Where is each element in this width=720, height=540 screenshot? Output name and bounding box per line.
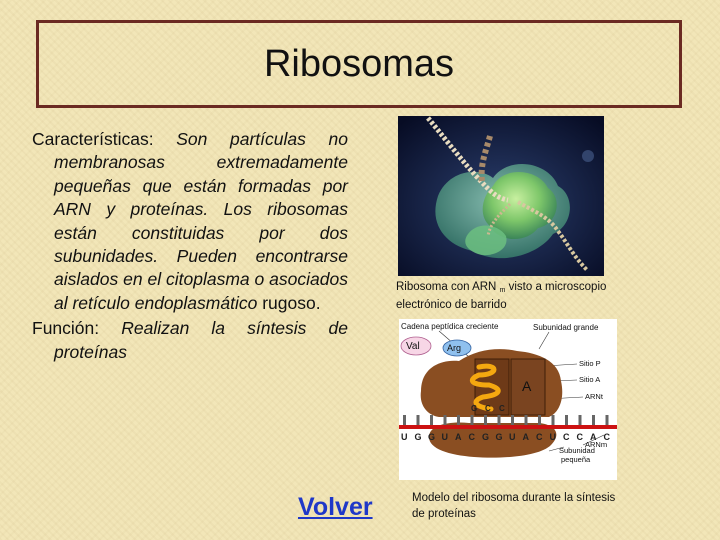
funcion-paragraph bbox=[28, 317, 348, 364]
mrna-base-tick bbox=[592, 415, 595, 425]
mrna-base-tick bbox=[552, 415, 555, 425]
volver-link[interactable]: Volver bbox=[298, 493, 373, 521]
svg-text:C: C bbox=[499, 404, 505, 413]
caption-photo-sub: m bbox=[499, 287, 506, 294]
mrna-base-tick bbox=[471, 415, 474, 425]
caracteristicas-text: Son partículas no membranosas extremadamente pequeñas que están formadas por ARN y proteínas. Los ribosomas están constituidas por dos subunidades. Pueden encontrarse aislados en el citoplasma o asociados al retículo endoplasmático bbox=[54, 129, 348, 313]
mrna-base: U bbox=[401, 432, 408, 442]
caption-photo-post: visto a microscopio electrónico de barrido bbox=[396, 281, 607, 311]
mrna-base: A bbox=[522, 432, 529, 442]
mrna-base-tick bbox=[511, 415, 514, 425]
anticodon-letters bbox=[471, 404, 505, 413]
mrna-base: A bbox=[590, 432, 597, 442]
mrna-base-tick bbox=[525, 415, 528, 425]
aa-arg: Arg bbox=[447, 343, 462, 353]
svg-text:C: C bbox=[485, 404, 491, 413]
label-sitio-p: Sitio P bbox=[579, 359, 601, 368]
ribosome-model-diagram bbox=[399, 319, 617, 480]
mrna-base: C bbox=[563, 432, 570, 442]
label-subunidad-pequena-1: Subunidad bbox=[559, 446, 595, 455]
mrna-base-tick bbox=[579, 415, 582, 425]
svg-text:G: G bbox=[471, 404, 478, 413]
funcion-text: Realizan la síntesis de proteínas bbox=[54, 318, 348, 362]
caracteristicas-label: Características: bbox=[32, 129, 154, 149]
mrna-base: U bbox=[441, 432, 448, 442]
mrna-base-tick bbox=[457, 415, 460, 425]
label-arnm: ARNm bbox=[585, 440, 608, 449]
aa-val: Val bbox=[406, 341, 420, 352]
label-subunidad-grande: Subunidad grande bbox=[533, 323, 599, 332]
mrna-base-tick bbox=[430, 415, 433, 425]
mrna-base: G bbox=[482, 432, 490, 442]
mrna-base: C bbox=[468, 432, 475, 442]
mrna-base: G bbox=[414, 432, 422, 442]
mrna-base: C bbox=[576, 432, 583, 442]
micrograph-caption bbox=[396, 280, 646, 313]
mrna-base: A bbox=[455, 432, 462, 442]
label-sitio-a: Sitio A bbox=[579, 375, 601, 384]
mrna-base: U bbox=[549, 432, 556, 442]
mrna-base-tick bbox=[403, 415, 406, 425]
funcion-label: Función: bbox=[32, 318, 100, 339]
page-title: Ribosomas bbox=[263, 42, 455, 85]
mrna-strand bbox=[399, 425, 617, 429]
ribosome-micrograph-image bbox=[398, 116, 604, 276]
mrna-base-tick bbox=[606, 415, 609, 425]
mrna-base: U bbox=[509, 432, 516, 442]
site-a-letter: A bbox=[522, 378, 532, 394]
caracteristicas-tail: rugoso. bbox=[262, 292, 321, 313]
mrna-base-tick bbox=[484, 415, 487, 425]
label-subunidad-pequena-2: pequeña bbox=[561, 455, 591, 464]
mrna-base: G bbox=[495, 432, 503, 442]
mrna-base: C bbox=[536, 432, 543, 442]
label-arnt: ARNt bbox=[585, 392, 603, 401]
mrna-base-tick bbox=[498, 415, 501, 425]
caption-photo-pre: Ribosoma con ARN bbox=[396, 281, 497, 293]
mrna-base-tick bbox=[565, 415, 568, 425]
title-box bbox=[36, 20, 682, 108]
mrna-base-tick bbox=[417, 415, 420, 425]
mrna-base-tick bbox=[444, 415, 447, 425]
diagram-caption: Modelo del ribosoma durante la síntesis de proteínas bbox=[412, 492, 616, 520]
mrna-base: C bbox=[603, 432, 610, 442]
body-text bbox=[28, 128, 348, 364]
label-cadena-peptidica: Cadena peptídica creciente bbox=[401, 322, 499, 331]
caracteristicas-paragraph bbox=[28, 128, 348, 315]
mrna-base: G bbox=[428, 432, 436, 442]
mrna-base-tick bbox=[538, 415, 541, 425]
